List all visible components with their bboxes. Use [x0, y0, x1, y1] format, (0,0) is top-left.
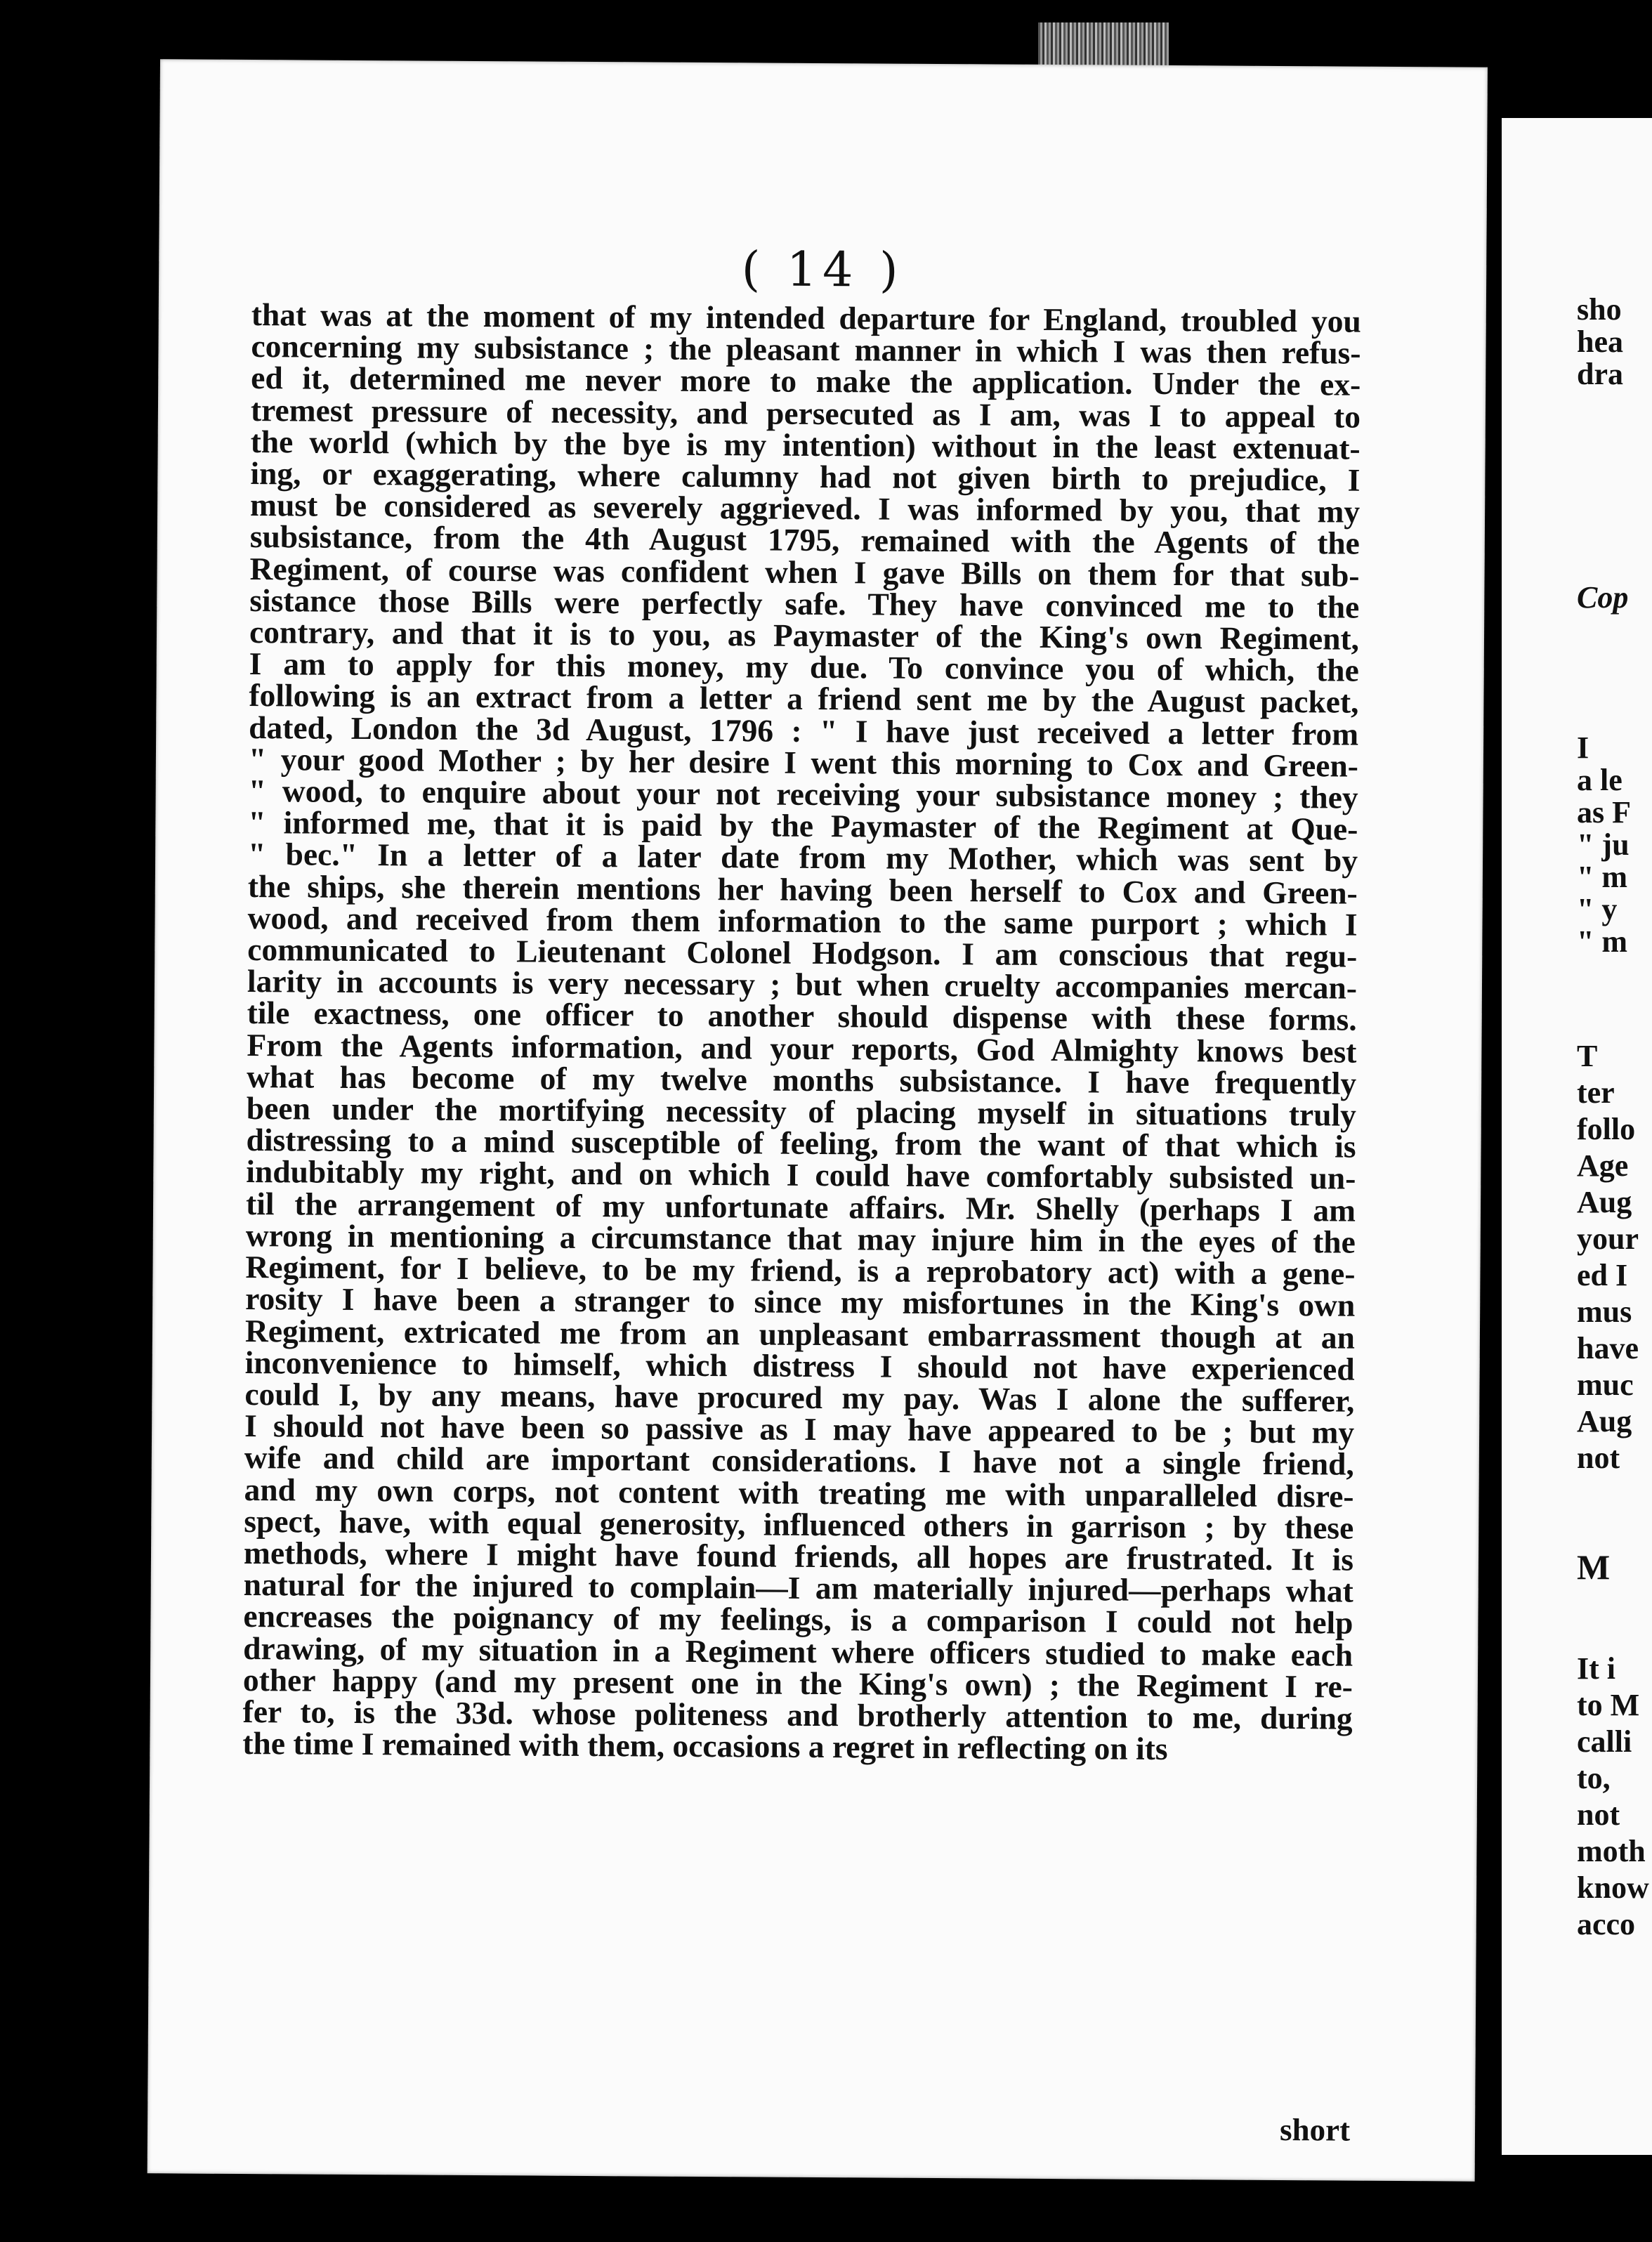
- text-line: larity in accounts is very necessary ; but when cruelty accompanies mercan-: [247, 963, 1358, 1006]
- text-line: must be considered as severely aggrieved. I was informed by you, that my: [249, 487, 1361, 530]
- text-line: Regiment, for I believe, to be my friend, is a reprobatory act) with a gene-: [245, 1249, 1356, 1292]
- text-line: contrary, and that it is to you, as Paymaster of the King's own Regiment,: [249, 614, 1360, 657]
- text-line: the ships, she therein mentions her having been herself to Cox and Green-: [247, 867, 1358, 911]
- text-line: wrong in mentioning a circumstance that may injure him in the eyes of the: [245, 1217, 1356, 1260]
- fragment-line: calli: [1577, 1724, 1632, 1759]
- text-line: Regiment, extricated me from an unpleasant embarrassment though at an: [244, 1312, 1356, 1356]
- text-line: " informed me, that it is paid by the Paymaster of the Regiment at Que-: [248, 804, 1358, 847]
- fragment-line: acco: [1577, 1907, 1636, 1941]
- text-line: sistance those Bills were perfectly safe. They have convinced me to the: [249, 582, 1360, 625]
- fragment-line: a le: [1577, 763, 1622, 797]
- fragment-line: to M: [1577, 1688, 1640, 1722]
- text-line: communicated to Lieutenant Colonel Hodgson. I am conscious that regu-: [247, 931, 1358, 974]
- text-line: that was at the moment of my intended departure for England, troubled you: [251, 296, 1361, 339]
- text-line: following is an extract from a letter a friend sent me by the August packet,: [249, 677, 1359, 721]
- fragment-line: sho: [1577, 292, 1622, 327]
- text-line: the time I remained with them, occasions a regret in reflecting on its: [242, 1725, 1168, 1767]
- text-line: " wood, to enquire about your not receiving your subsistance money ; they: [248, 773, 1358, 815]
- text-line: wood, and received from them information to the same purport ; which I: [247, 899, 1358, 943]
- text-line: other happy (and my present one in the King's own) ; the Regiment I re-: [242, 1661, 1353, 1705]
- fragment-line: T: [1577, 1039, 1598, 1073]
- left-page: [148, 59, 1488, 2181]
- text-line: distressing to a mind susceptible of feeling, from the want of that which is: [246, 1122, 1356, 1165]
- fragment-line: follo: [1577, 1112, 1636, 1146]
- fragment-line: dra: [1577, 357, 1623, 391]
- text-line: and my own corps, not content with treating me with unparalleled disre-: [244, 1471, 1354, 1514]
- text-line: natural for the injured to complain—I am materially injured—perhaps what: [243, 1566, 1353, 1609]
- fragment-line: " m: [1577, 860, 1628, 894]
- text-line: indubitably my right, and on which I could have comfortably subsisted un-: [246, 1153, 1356, 1197]
- fragment-line: muc: [1577, 1368, 1634, 1402]
- text-line: til the arrangement of my unfortunate affairs. Mr. Shelly (perhaps I am: [245, 1185, 1356, 1228]
- text-line: " bec." In a letter of a later date from my Mother, which was sent by: [247, 836, 1358, 879]
- fragment-line: have: [1577, 1331, 1639, 1365]
- right-fragments-lower: [1577, 1038, 1652, 1476]
- fragment-line: I: [1577, 730, 1589, 765]
- text-line: could I, by any means, have procured my pay. Was I alone the sufferer,: [244, 1375, 1355, 1419]
- text-line: " your good Mother ; by her desire I went this morning to Cox and Green-: [248, 740, 1359, 784]
- fragment-line: Age: [1577, 1148, 1629, 1183]
- text-line: spect, have, with equal generosity, influenced others in garrison ; by these: [244, 1502, 1354, 1546]
- text-line: Regiment, of course was confident when I gave Bills on them for that sub-: [249, 550, 1360, 594]
- text-line: I should not have been so passive as I may have appeared to be ; but my: [244, 1408, 1355, 1450]
- right-fragments-mid: [1577, 732, 1652, 958]
- text-line: methods, where I might have found friends, all hopes are frustrated. It is: [243, 1534, 1354, 1578]
- right-fragment-cop: Cop: [1577, 580, 1629, 615]
- fragment-line: " ju: [1577, 827, 1630, 862]
- fragment-line: as F: [1577, 795, 1631, 830]
- text-line: been under the mortifying necessity of placing myself in situations truly: [246, 1090, 1357, 1133]
- text-line: tile exactness, one officer to another should dispense with these forms.: [247, 995, 1357, 1038]
- fragment-line: moth: [1577, 1834, 1646, 1868]
- fragment-line: ed I: [1577, 1258, 1628, 1292]
- fragment-line: not: [1577, 1797, 1620, 1832]
- text-line: wife and child are important considerations. I have not a single friend,: [244, 1439, 1354, 1482]
- fragment-line: Aug: [1577, 1404, 1632, 1438]
- page-number: ( 14 ): [741, 242, 904, 299]
- fragment-line: " y: [1577, 892, 1618, 926]
- text-line: concerning my subsistance ; the pleasant manner in which I was then refus-: [251, 328, 1361, 371]
- fragment-line: " m: [1577, 924, 1628, 959]
- text-line: drawing, of my situation in a Regiment where officers studied to make each: [243, 1630, 1353, 1673]
- text-line: what has become of my twelve months subsistance. I have frequently: [247, 1058, 1357, 1101]
- body-text: [242, 296, 1361, 1767]
- fragment-line: ter: [1577, 1075, 1615, 1110]
- fragment-line: It i: [1577, 1651, 1615, 1686]
- fragment-line: mus: [1577, 1294, 1632, 1329]
- catchword: short: [1279, 2112, 1351, 2148]
- right-fragments-bottom: [1577, 1651, 1652, 1943]
- text-line: dated, London the 3d August, 1796 : " I have just received a letter from: [249, 709, 1359, 752]
- text-line: ing, or exaggerating, where calumny had not given birth to prejudice, I: [250, 455, 1361, 498]
- right-fragments-top: [1577, 294, 1652, 391]
- text-line: I am to apply for this money, my due. To convince you of which, the: [249, 645, 1359, 688]
- text-line: rosity I have been a stranger to since my misfortunes in the King's own: [245, 1280, 1356, 1323]
- text-line: From the Agents information, and your reports, God Almighty knows best: [247, 1026, 1357, 1070]
- text-line: tremest pressure of necessity, and persecuted as I am, was I to appeal to: [250, 391, 1361, 435]
- text-line: ed it, determined me never more to make the application. Under the ex-: [251, 360, 1361, 403]
- right-fragment-m: M: [1577, 1547, 1611, 1587]
- fragment-line: to,: [1577, 1761, 1611, 1795]
- text-line: the world (which by the bye is my intention) without in the least extenuat-: [250, 423, 1361, 466]
- text-line: encreases the poignancy of my feelings, is a comparison I could not help: [243, 1598, 1353, 1641]
- text-line: subsistance, from the 4th August 1795, remained with the Agents of the: [249, 518, 1360, 562]
- fragment-line: Aug: [1577, 1185, 1632, 1219]
- fragment-line: your: [1577, 1221, 1639, 1256]
- fragment-line: hea: [1577, 324, 1623, 359]
- fragment-line: not: [1577, 1441, 1620, 1475]
- fragment-line: know: [1577, 1870, 1649, 1905]
- text-line: inconvenience to himself, which distress I should not have experienced: [244, 1344, 1355, 1387]
- text-line: fer to, is the 33d. whose politeness and brotherly attention to me, during: [242, 1693, 1353, 1736]
